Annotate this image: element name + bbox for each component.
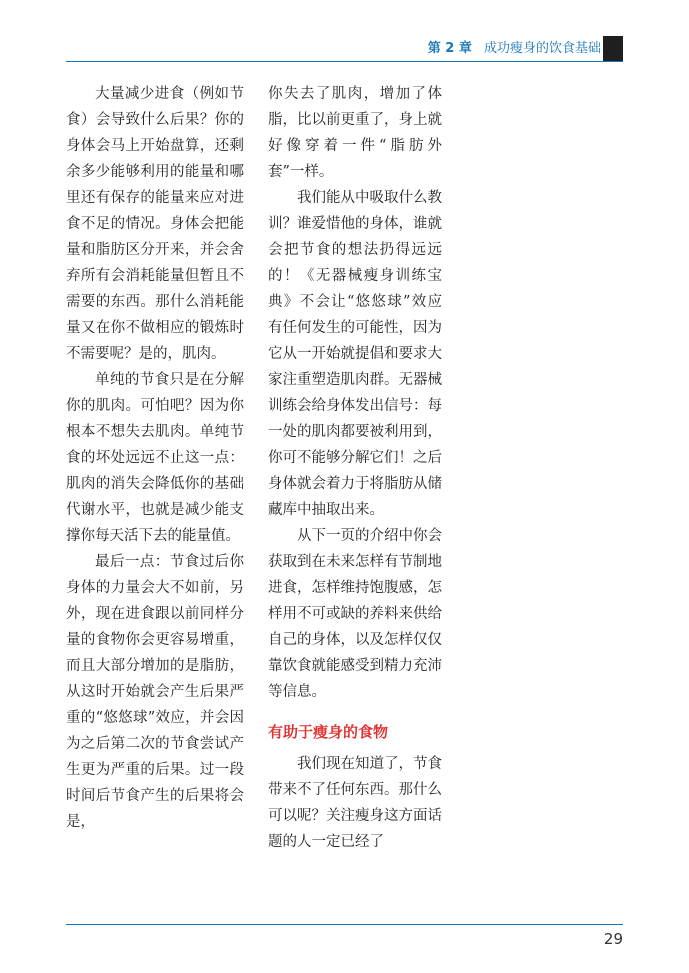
footer-rule — [66, 924, 623, 925]
paragraph: 最后一点：节食过后你身体的力量会大不如前，另外，现在进食跟以前同样分量的食物你会更容易增重，而且大部分增加的是脂肪，从这时开始就会产生后果严重的“悠悠球”效应，并会因为之后第二次的节食尝试产生更为严重的后果。过一段时间后节食产生的后果将会是， — [66, 554, 244, 830]
header-chapter-label — [428, 37, 601, 56]
page-number: 29 — [603, 930, 623, 948]
chapter-title: 成功瘦身的饮食基础 — [483, 41, 601, 56]
paragraph: 我们现在知道了，节食带来不了任何东西。那什么可以呢？关注瘦身这方面话题的人一定已经了 — [268, 756, 442, 850]
left-column — [66, 81, 244, 835]
chapter-number: 第 2 章 — [427, 41, 472, 56]
header-rule — [66, 61, 623, 62]
paragraph: 从下一页的介绍中你会获取到在未来怎样有节制地进食，怎样维持饱腹感，怎样用不可或缺的养料来供给自己的身体，以及怎样仅仅靠饮食就能感受到精力充沛等信息。 — [268, 528, 442, 700]
paragraph: 单纯的节食只是在分解你的肌肉。可怕吧？因为你根本不想失去肌肉。单纯节食的坏处远远不止这一点：肌肉的消失会降低你的基础代谢水平，也就是减少能支撑你每天活下去的能量值。 — [66, 372, 244, 544]
paragraph-continuation: 你失去了肌肉，增加了体脂，比以前更重了，身上就好像穿着一件“脂肪外套”一样。 — [268, 86, 442, 180]
right-column — [268, 81, 442, 855]
paragraph: 大量减少进食（例如节食）会导致什么后果？你的身体会马上开始盘算，还剩余多少能够利用的能量和哪里还有保存的能量来应对进食不足的情况。身体会把能量和脂肪区分开来，并会舍弃所有会消耗能量但暂且不需要的东西。那什么消耗能量又在你不做相应的锻炼时不需要呢？是的，肌肉。 — [66, 86, 244, 362]
paragraph: 我们能从中吸取什么教训？谁爱惜他的身体，谁就会把节食的想法扔得远远的！《无器械瘦身训练宝典》不会让“悠悠球”效应有任何发生的可能性，因为它从一开始就提倡和要求大家注重塑造肌肉群。无器械训练会给身体发出信号：每一处的肌肉都要被利用到，你可不能够分解它们！之后身体就会着力于将脂肪从储藏库中抽取出来。 — [268, 190, 442, 518]
header-tab-block — [603, 36, 623, 62]
section-heading: 有助于瘦身的食物 — [268, 723, 389, 741]
